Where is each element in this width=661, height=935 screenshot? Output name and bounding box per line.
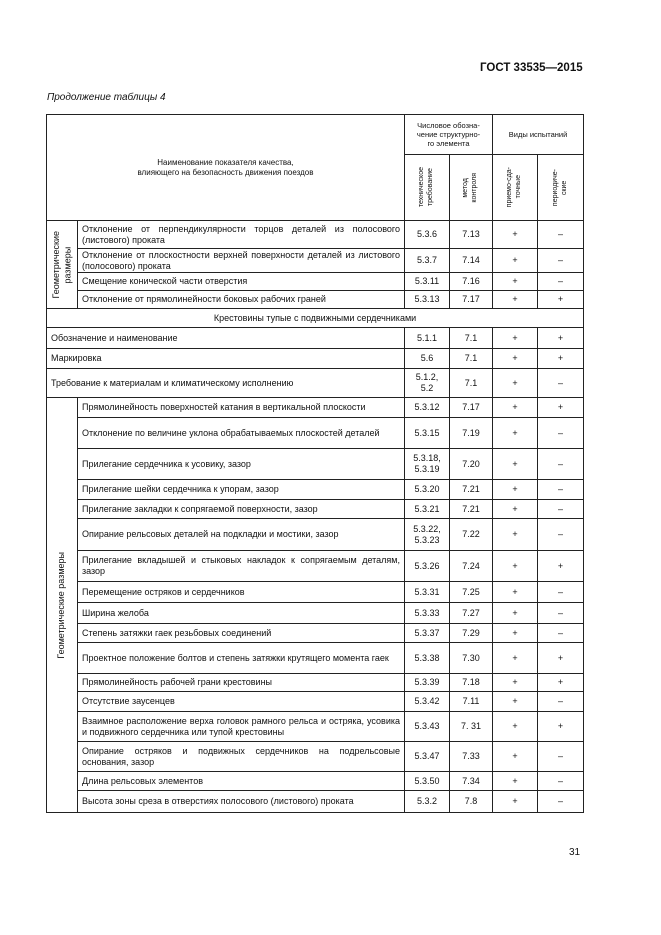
table-row xyxy=(47,418,584,449)
table-row xyxy=(47,221,584,249)
table-row xyxy=(47,398,584,418)
row-indicator-name: Степень затяжки гаек резьбовых соединений xyxy=(78,624,405,643)
row-indicator-name: Смещение конической части отверстия xyxy=(78,273,405,291)
row-periodic-test: + xyxy=(538,291,584,309)
row-tech-requirement: 5.3.31 xyxy=(405,582,450,603)
row-periodic-test: – xyxy=(538,603,584,624)
row-acceptance-test: + xyxy=(493,551,538,582)
row-periodic-test: + xyxy=(538,712,584,742)
table-row xyxy=(47,712,584,742)
row-indicator-name: Отклонение от прямолинейности боковых рабочих граней xyxy=(78,291,405,309)
row-periodic-test: – xyxy=(538,519,584,551)
row-indicator-name: Маркировка xyxy=(47,349,405,369)
row-tech-requirement: 5.3.7 xyxy=(405,249,450,273)
column-header-acceptance xyxy=(493,155,538,221)
row-acceptance-test: + xyxy=(493,674,538,692)
row-periodic-test: – xyxy=(538,273,584,291)
table-row xyxy=(47,480,584,500)
row-periodic-test: – xyxy=(538,480,584,500)
standard-number: ГОСТ 33535—2015 xyxy=(480,62,583,74)
row-tech-requirement: 5.3.43 xyxy=(405,712,450,742)
row-acceptance-test: + xyxy=(493,221,538,249)
row-indicator-name: Требование к материалам и климатическому исполнению xyxy=(47,369,405,398)
row-control-method: 7.1 xyxy=(450,369,493,398)
row-indicator-name: Высота зоны среза в отверстиях полосового (листового) проката xyxy=(78,791,405,813)
row-periodic-test: + xyxy=(538,398,584,418)
row-acceptance-test: + xyxy=(493,692,538,712)
row-acceptance-test: + xyxy=(493,398,538,418)
row-control-method: 7.1 xyxy=(450,328,493,349)
table-row xyxy=(47,349,584,369)
row-indicator-name: Ширина желоба xyxy=(78,603,405,624)
row-acceptance-test: + xyxy=(493,742,538,772)
row-tech-requirement: 5.3.13 xyxy=(405,291,450,309)
section-title: Крестовины тупые с подвижными сердечниками xyxy=(47,309,584,328)
group-label-geometric-2 xyxy=(47,398,78,813)
table-row xyxy=(47,791,584,813)
row-indicator-name: Длина рельсовых элементов xyxy=(78,772,405,791)
row-periodic-test: – xyxy=(538,624,584,643)
table-row xyxy=(47,624,584,643)
row-acceptance-test: + xyxy=(493,643,538,674)
row-indicator-name: Прилегание вкладышей и стыковых накладок к сопрягаемым деталям, зазор xyxy=(78,551,405,582)
table-row xyxy=(47,291,584,309)
table-row xyxy=(47,519,584,551)
row-control-method: 7.27 xyxy=(450,603,493,624)
row-acceptance-test: + xyxy=(493,500,538,519)
column-header-tech-req-text: техническое требование xyxy=(418,167,434,208)
row-acceptance-test: + xyxy=(493,418,538,449)
row-periodic-test: – xyxy=(538,791,584,813)
row-tech-requirement: 5.3.26 xyxy=(405,551,450,582)
row-acceptance-test: + xyxy=(493,712,538,742)
row-acceptance-test: + xyxy=(493,772,538,791)
table-row xyxy=(47,449,584,480)
table-row xyxy=(47,328,584,349)
row-periodic-test: + xyxy=(538,551,584,582)
column-header-tests-group xyxy=(493,115,584,155)
table-row xyxy=(47,551,584,582)
row-acceptance-test: + xyxy=(493,480,538,500)
table-row xyxy=(47,582,584,603)
row-tech-requirement: 5.3.47 xyxy=(405,742,450,772)
column-header-acceptance-text: приемо-сда- точные xyxy=(506,167,523,208)
row-indicator-name: Обозначение и наименование xyxy=(47,328,405,349)
row-control-method: 7.33 xyxy=(450,742,493,772)
row-periodic-test: – xyxy=(538,742,584,772)
table-row xyxy=(47,772,584,791)
page-number: 31 xyxy=(569,847,581,858)
row-tech-requirement: 5.3.38 xyxy=(405,643,450,674)
row-tech-requirement: 5.3.22, 5.3.23 xyxy=(405,519,450,551)
row-indicator-name: Отклонение от плоскостности верхней поверхности деталей из листового (полосового) проката xyxy=(78,249,405,273)
row-indicator-name: Прилегание закладки к сопрягаемой поверхности, зазор xyxy=(78,500,405,519)
group-label-geometric-1-text: Геометрические размеры xyxy=(50,230,72,299)
row-tech-requirement: 5.3.39 xyxy=(405,674,450,692)
row-indicator-name: Прилегание шейки сердечника к упорам, зазор xyxy=(78,480,405,500)
table-row xyxy=(47,500,584,519)
row-control-method: 7.8 xyxy=(450,791,493,813)
table-row xyxy=(47,674,584,692)
row-periodic-test: + xyxy=(538,349,584,369)
row-indicator-name: Проектное положение болтов и степень затяжки крутящего момента гаек xyxy=(78,643,405,674)
row-control-method: 7.17 xyxy=(450,398,493,418)
row-acceptance-test: + xyxy=(493,249,538,273)
row-periodic-test: – xyxy=(538,249,584,273)
row-tech-requirement: 5.3.11 xyxy=(405,273,450,291)
row-indicator-name: Прилегание сердечника к усовику, зазор xyxy=(78,449,405,480)
row-control-method: 7.29 xyxy=(450,624,493,643)
column-header-number-group-text: Числовое обозна- чение структурно- го элемента xyxy=(416,120,481,149)
row-tech-requirement: 5.6 xyxy=(405,349,450,369)
row-control-method: 7.22 xyxy=(450,519,493,551)
row-periodic-test: – xyxy=(538,449,584,480)
column-header-name xyxy=(47,115,405,221)
row-periodic-test: – xyxy=(538,772,584,791)
row-periodic-test: – xyxy=(538,692,584,712)
row-indicator-name: Отклонение от перпендикулярности торцов деталей из полосового (листового) проката xyxy=(78,221,405,249)
row-acceptance-test: + xyxy=(493,624,538,643)
row-acceptance-test: + xyxy=(493,328,538,349)
row-acceptance-test: + xyxy=(493,519,538,551)
row-tech-requirement: 5.3.50 xyxy=(405,772,450,791)
row-tech-requirement: 5.3.15 xyxy=(405,418,450,449)
table-row xyxy=(47,249,584,273)
row-tech-requirement: 5.3.37 xyxy=(405,624,450,643)
row-control-method: 7.18 xyxy=(450,674,493,692)
table-row xyxy=(47,742,584,772)
row-control-method: 7.1 xyxy=(450,349,493,369)
row-periodic-test: + xyxy=(538,328,584,349)
row-control-method: 7.17 xyxy=(450,291,493,309)
row-control-method: 7.30 xyxy=(450,643,493,674)
row-periodic-test: – xyxy=(538,500,584,519)
row-control-method: 7.25 xyxy=(450,582,493,603)
row-indicator-name: Отклонение по величине уклона обрабатываемых плоскостей деталей xyxy=(78,418,405,449)
row-control-method: 7.16 xyxy=(450,273,493,291)
row-control-method: 7.19 xyxy=(450,418,493,449)
row-control-method: 7.21 xyxy=(450,500,493,519)
column-header-tests-group-text: Виды испытаний xyxy=(508,129,568,139)
row-acceptance-test: + xyxy=(493,369,538,398)
row-indicator-name: Прямолинейность рабочей грани крестовины xyxy=(78,674,405,692)
table-row xyxy=(47,643,584,674)
row-tech-requirement: 5.3.42 xyxy=(405,692,450,712)
row-tech-requirement: 5.3.2 xyxy=(405,791,450,813)
group-label-geometric-2-text: Геометрические размеры xyxy=(56,551,67,659)
table-row xyxy=(47,273,584,291)
group-label-geometric-1 xyxy=(47,221,78,309)
row-control-method: 7.20 xyxy=(450,449,493,480)
row-indicator-name: Взаимное расположение верха головок рамного рельса и остряка, усовика и подвижного сердечника или тупой крестовины xyxy=(78,712,405,742)
row-acceptance-test: + xyxy=(493,273,538,291)
row-control-method: 7. 31 xyxy=(450,712,493,742)
row-indicator-name: Опирание рельсовых деталей на подкладки и мостики, зазор xyxy=(78,519,405,551)
row-acceptance-test: + xyxy=(493,291,538,309)
row-control-method: 7.14 xyxy=(450,249,493,273)
row-tech-requirement: 5.3.6 xyxy=(405,221,450,249)
row-acceptance-test: + xyxy=(493,791,538,813)
row-control-method: 7.34 xyxy=(450,772,493,791)
column-header-periodic-text: периодиче- ские xyxy=(551,168,568,207)
column-header-tech-req xyxy=(405,155,450,221)
row-control-method: 7.13 xyxy=(450,221,493,249)
column-header-method-text: метод контроля xyxy=(462,172,478,203)
row-tech-requirement: 5.3.12 xyxy=(405,398,450,418)
section-row xyxy=(47,309,584,328)
row-periodic-test: – xyxy=(538,369,584,398)
column-header-periodic xyxy=(538,155,584,221)
row-periodic-test: + xyxy=(538,674,584,692)
row-indicator-name: Перемещение остряков и сердечников xyxy=(78,582,405,603)
table-row xyxy=(47,369,584,398)
column-header-name-text: Наименование показателя качества, влияющего на безопасность движения поездов xyxy=(137,157,314,177)
table-row xyxy=(47,692,584,712)
column-header-number-group xyxy=(405,115,493,155)
row-control-method: 7.21 xyxy=(450,480,493,500)
row-control-method: 7.24 xyxy=(450,551,493,582)
row-tech-requirement: 5.3.18, 5.3.19 xyxy=(405,449,450,480)
row-acceptance-test: + xyxy=(493,603,538,624)
row-tech-requirement: 5.3.33 xyxy=(405,603,450,624)
table-row xyxy=(47,603,584,624)
row-tech-requirement: 5.1.2, 5.2 xyxy=(405,369,450,398)
row-periodic-test: – xyxy=(538,582,584,603)
row-acceptance-test: + xyxy=(493,349,538,369)
row-indicator-name: Прямолинейность поверхностей катания в вертикальной плоскости xyxy=(78,398,405,418)
row-periodic-test: + xyxy=(538,643,584,674)
quality-indicators-table xyxy=(46,114,584,813)
row-tech-requirement: 5.3.20 xyxy=(405,480,450,500)
row-indicator-name: Опирание остряков и подвижных сердечников на подрельсовые основания, зазор xyxy=(78,742,405,772)
row-tech-requirement: 5.3.21 xyxy=(405,500,450,519)
table-continuation-caption: Продолжение таблицы 4 xyxy=(47,92,166,103)
row-control-method: 7.11 xyxy=(450,692,493,712)
row-periodic-test: – xyxy=(538,221,584,249)
row-periodic-test: – xyxy=(538,418,584,449)
row-indicator-name: Отсутствие заусенцев xyxy=(78,692,405,712)
row-tech-requirement: 5.1.1 xyxy=(405,328,450,349)
column-header-method xyxy=(450,155,493,221)
row-acceptance-test: + xyxy=(493,449,538,480)
row-acceptance-test: + xyxy=(493,582,538,603)
